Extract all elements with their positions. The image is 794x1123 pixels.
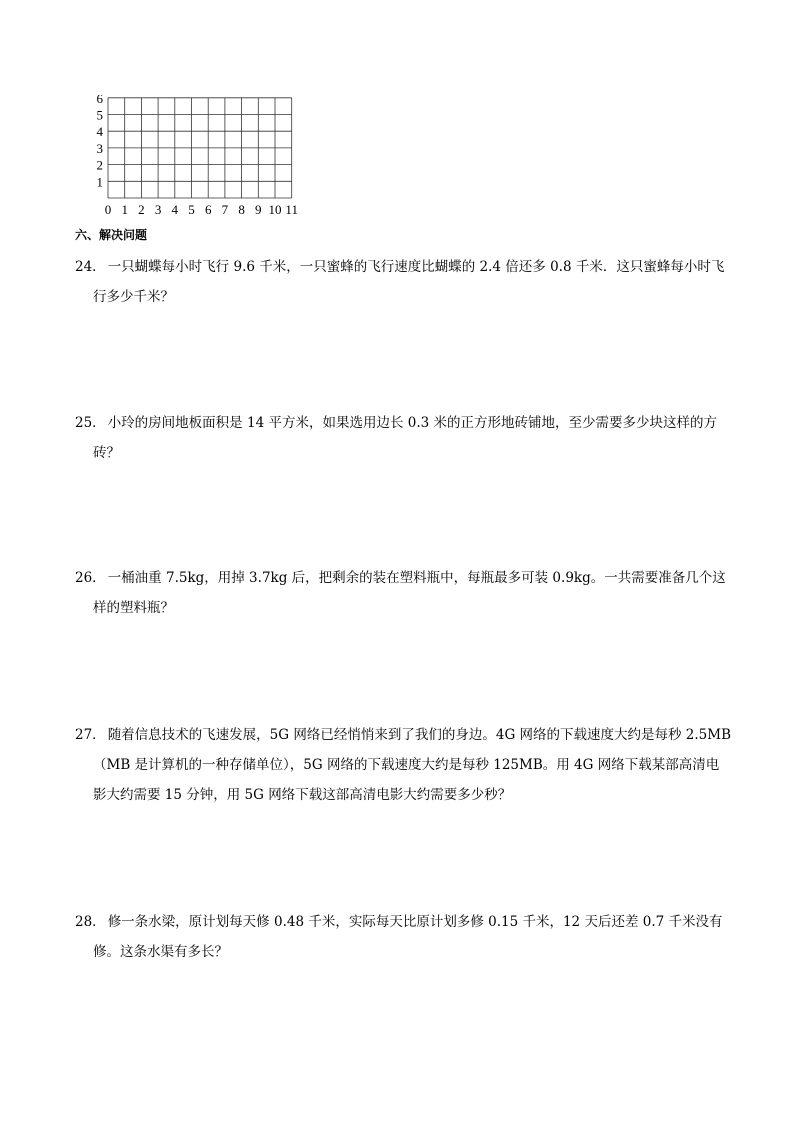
question-number: 24． <box>75 259 106 275</box>
coordinate-grid <box>90 95 310 220</box>
question-text: 行多少千米？ <box>93 289 174 305</box>
section-title: 六、解决问题 <box>75 228 148 242</box>
x-tick-label: 8 <box>238 202 245 217</box>
x-tick-label: 4 <box>171 202 179 217</box>
x-tick-label: 1 <box>121 202 128 217</box>
question-26 <box>75 563 725 623</box>
y-tick-label: 2 <box>96 157 103 173</box>
y-tick-label: 6 <box>96 95 103 106</box>
x-tick-label: 10 <box>268 202 282 217</box>
question-text: 一只蝴蝶每小时飞行 9.6 千米，一只蜜蜂的飞行速度比蝴蝶的 2.4 倍还多 0.8 千米．这只蜜蜂每小时飞 <box>107 259 725 275</box>
y-tick-label: 1 <box>96 174 103 190</box>
x-tick-label: 11 <box>285 202 298 217</box>
question-text: 一桶油重 7.5kg，用掉 3.7kg 后，把剩余的装在塑料瓶中，每瓶最多可装 0.9kg。一共需要准备几个这 <box>107 570 726 586</box>
question-text: （MB 是计算机的一种存储单位），5G 网络的下载速度大约是每秒 125MB。用 4G 网络下载某部高清电 <box>93 757 720 773</box>
question-number: 26． <box>75 570 106 586</box>
question-24 <box>75 252 725 312</box>
question-text: 样的塑料瓶？ <box>93 600 174 616</box>
question-25 <box>75 408 725 468</box>
y-tick-label: 5 <box>96 107 103 123</box>
x-tick-label: 2 <box>138 202 145 217</box>
question-text: 影大约需要 15 分钟，用 5G 网络下载这部高清电影大约需要多少秒？ <box>93 787 512 803</box>
question-number: 25． <box>75 415 106 431</box>
x-tick-label: 7 <box>221 202 229 217</box>
question-text: 砖？ <box>93 445 120 461</box>
grid-svg <box>90 95 310 220</box>
x-tick-label: 6 <box>204 202 212 217</box>
y-tick-label: 4 <box>96 124 103 140</box>
question-number: 27． <box>75 727 106 743</box>
question-text: 随着信息技术的飞速发展，5G 网络已经悄悄来到了我们的身边。4G 网络的下载速度大约是每秒 2.5MB <box>107 727 732 743</box>
question-text: 修。这条水渠有多长？ <box>93 944 228 960</box>
question-text: 修一条水梁，原计划每天修 0.48 千米，实际每天比原计划多修 0.15 千米，12 天后还差 0.7 千米没有 <box>107 914 723 930</box>
x-tick-label: 5 <box>188 202 195 217</box>
x-tick-label: 9 <box>255 202 262 217</box>
x-tick-label: 3 <box>154 202 162 217</box>
y-tick-label: 3 <box>96 140 103 156</box>
question-28 <box>75 907 725 967</box>
x-tick-label: 0 <box>104 202 112 217</box>
question-text: 小玲的房间地板面积是 14 平方米，如果选用边长 0.3 米的正方形地砖铺地，至少需要多少块这样的方 <box>107 415 717 431</box>
question-number: 28． <box>75 914 106 930</box>
question-27 <box>75 720 732 810</box>
